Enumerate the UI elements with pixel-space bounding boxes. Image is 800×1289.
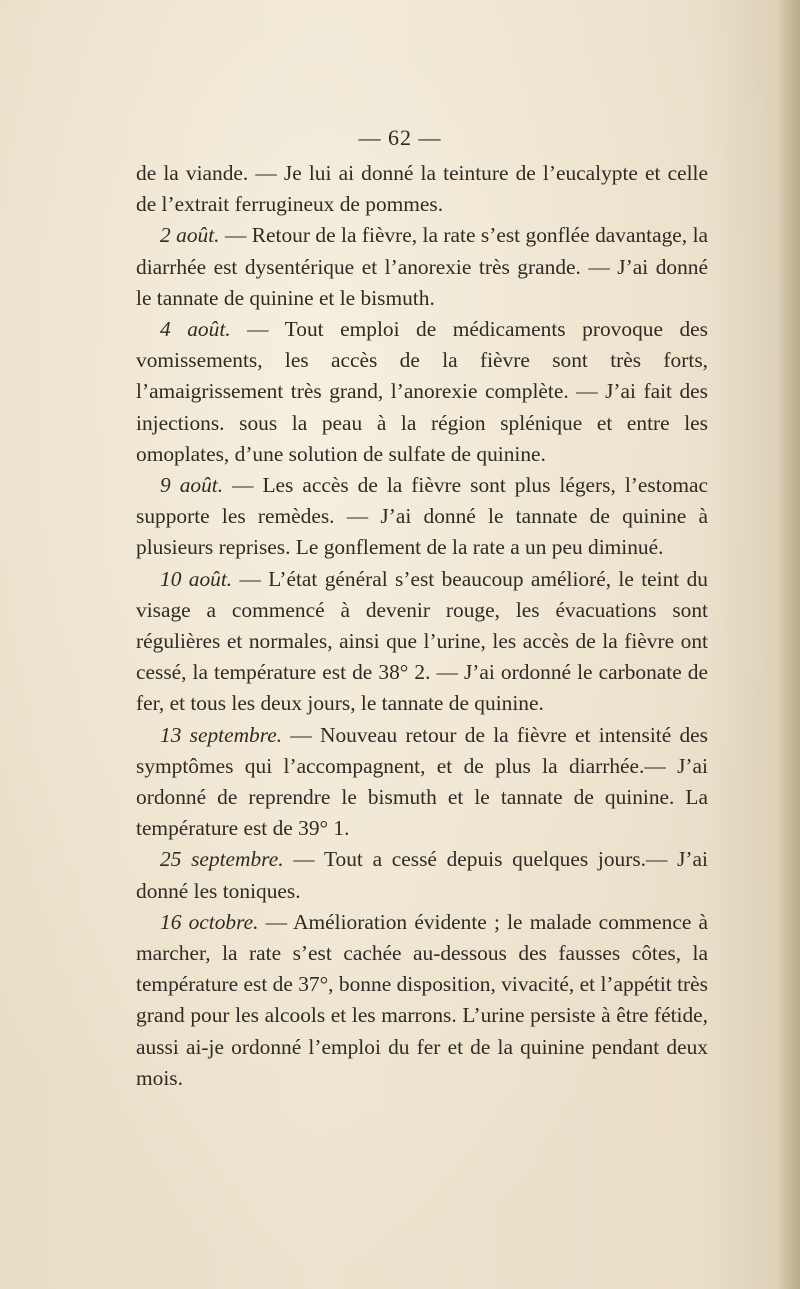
paragraph-text: — Nouveau retour de la fièvre et intensité des symptômes qui l’accompagnent, et de plus la diarrhée.— J’ai ordonné de reprendre le bismuth et le tannate de quinine. La température est de 39° 1. xyxy=(136,722,708,841)
paragraph-text: — L’état général s’est beaucoup amélioré, le teint du visage a commencé à devenir rouge, les évacuations sont régulières et normales, ainsi que l’urine, les accès de la fièvre ont cessé, la température est de 38° 2. — J’ai ordonné le carbonate de fer, et tous les deux jours, le tannate de quinine. xyxy=(136,566,708,716)
paragraph-date: 16 octobre. xyxy=(160,909,259,934)
paragraph-date: 25 septembre. xyxy=(160,847,284,872)
paragraph-9-aout xyxy=(136,470,708,564)
paragraph-date: 4 août. xyxy=(160,317,231,342)
paragraph-10-aout xyxy=(136,564,708,720)
paragraph-2-aout xyxy=(136,220,708,314)
paragraph-4-aout xyxy=(136,314,708,470)
paragraph-text: — Les accès de la fièvre sont plus légers, l’estomac supporte les remèdes. — J’ai donné le tannate de quinine à plusieurs reprises. Le gonflement de la rate a un peu diminué. xyxy=(136,473,708,560)
paragraph-date: 10 août. xyxy=(160,566,233,591)
paragraph-text: — Tout emploi de médicaments provoque des vomissements, les accès de la fièvre sont très forts, l’amaigrissement très grand, l’anorexie complète. — J’ai fait des injections. sous la peau à la région splénique et entre les omoplates, d’une solution de sulfate de quinine. xyxy=(136,317,708,466)
body-text xyxy=(136,158,708,1094)
page-number: — 62 — xyxy=(358,125,442,150)
paragraph-text: — Amélioration évidente ; le malade commence à marcher, la rate s’est cachée au-dessous des fausses côtes, la température est de 37°, bonne disposition, vivacité, et l’appétit très grand pour les alcools et les marrons. L’urine persiste à être fétide, aussi ai-je ordonné l’emploi du fer et de la quinine pendant deux mois. xyxy=(136,909,708,1090)
paragraph-text: — Retour de la fièvre, la rate s’est gonflée davantage, la diarrhée est dysentérique et l’anorexie très grande. — J’ai donné le tannate de quinine et le bismuth. xyxy=(136,223,709,310)
paragraph-text: de la viande. — Je lui ai donné la teinture de l’eucalypte et celle de l’extrait ferrugineux de pommes. xyxy=(136,161,708,217)
paragraph-text: — Tout a cessé depuis quelques jours.— J’ai donné les toniques. xyxy=(136,847,708,903)
paragraph-16-octobre xyxy=(136,907,708,1094)
page-spine-shadow xyxy=(778,0,800,1289)
paragraph-date: 13 septembre. xyxy=(160,722,283,747)
paragraph-13-septembre xyxy=(136,720,708,845)
paragraph-continuation xyxy=(136,158,708,220)
paragraph-date: 9 août. xyxy=(160,473,224,498)
paragraph-25-septembre xyxy=(136,844,708,906)
paragraph-date: 2 août. xyxy=(160,223,220,248)
